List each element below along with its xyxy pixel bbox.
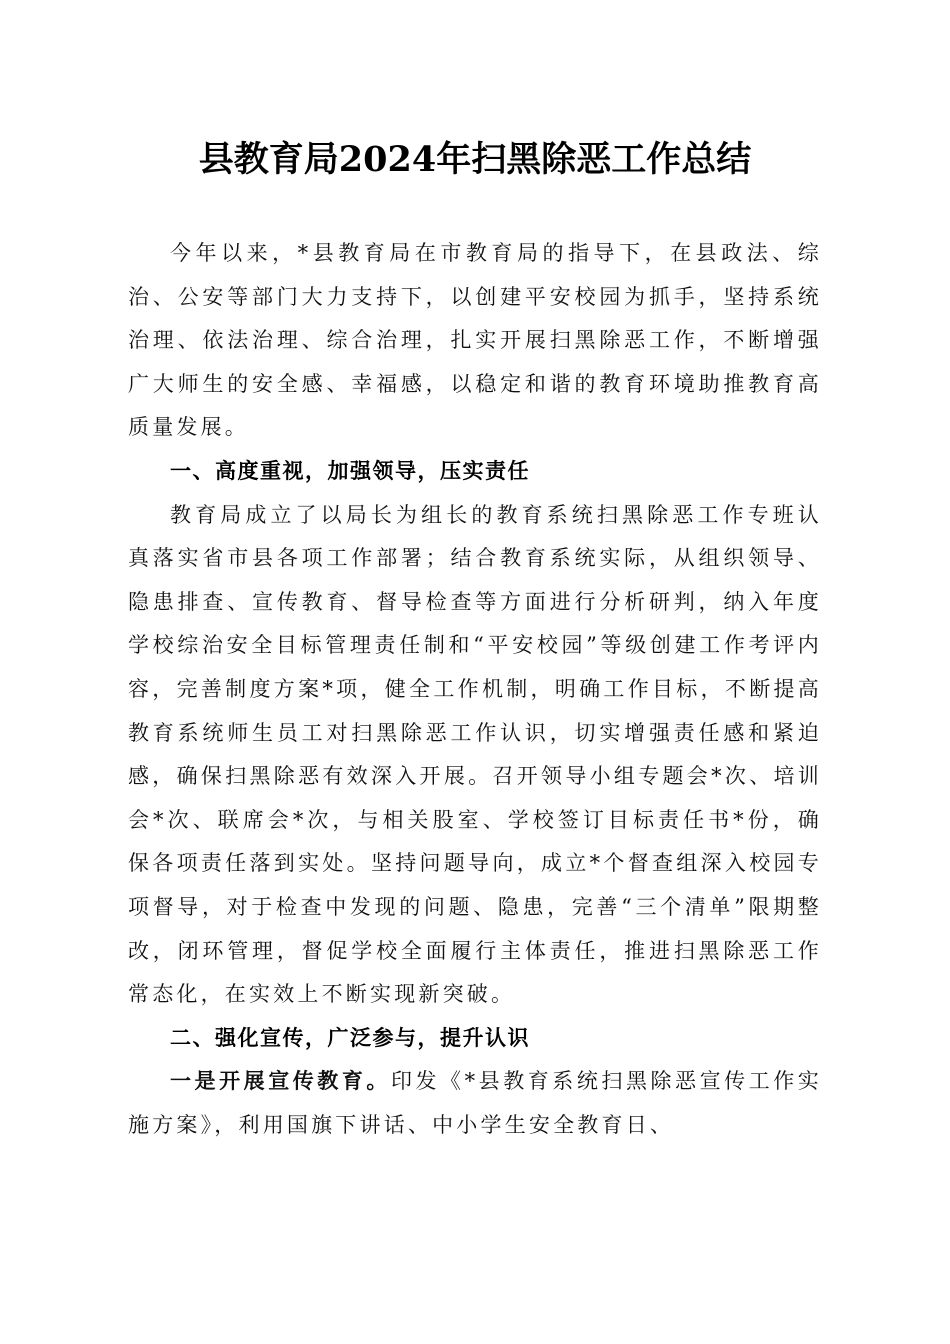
document-title: 县教育局2024年扫黑除恶工作总结 [198,139,752,180]
section-1-heading: 一、高度重视，加强领导，压实责任 [170,458,530,483]
section-2-text: 印发《*县教育系统扫黑除恶宣传工作实施方案》，利用国旗下讲话、中小学生安全教育日、 [128,1069,822,1137]
section-1-paragraph: 教育局成立了以局长为组长的教育系统扫黑除恶工作专班认真落实省市县各项工作部署；结合教育系统实际，从组织领导、隐患排查、宣传教育、督导检查等方面进行分析研判，纳入年度学校综治安全目标管理责任制和“平安校园”等级创建工作考评内容，完善制度方案*项，健全工作机制，明确工作目标，不断提高教育系统师生员工对扫黑除恶工作认识，切实增强责任感和紧迫感，确保扫黑除恶有效深入开展。召开领导小组专题会*次、培训会*次、联席会*次，与相关股室、学校签订目标责任书*份，确保各项责任落到实处。坚持问题导向，成立*个督查组深入校园专项督导，对于检查中发现的问题、隐患，完善“三个清单”限期整改，闭环管理，督促学校全面履行主体责任，推进扫黑除恶工作常态化，在实效上不断实现新突破。 [128,502,822,1007]
document-body [128,232,822,1147]
intro-paragraph: 今年以来，*县教育局在市教育局的指导下，在县政法、综治、公安等部门大力支持下，以创建平安校园为抓手，坚持系统治理、依法治理、综合治理，扎实开展扫黑除恶工作，不断增强广大师生的安全感、幸福感，以稳定和谐的教育环境助推教育高质量发展。 [128,241,822,440]
section-2-paragraph [128,1060,822,1147]
section-2-lead: 一是开展宣传教育。 [170,1069,391,1094]
section-2-heading: 二、强化宣传，广泛参与，提升认识 [170,1025,530,1050]
